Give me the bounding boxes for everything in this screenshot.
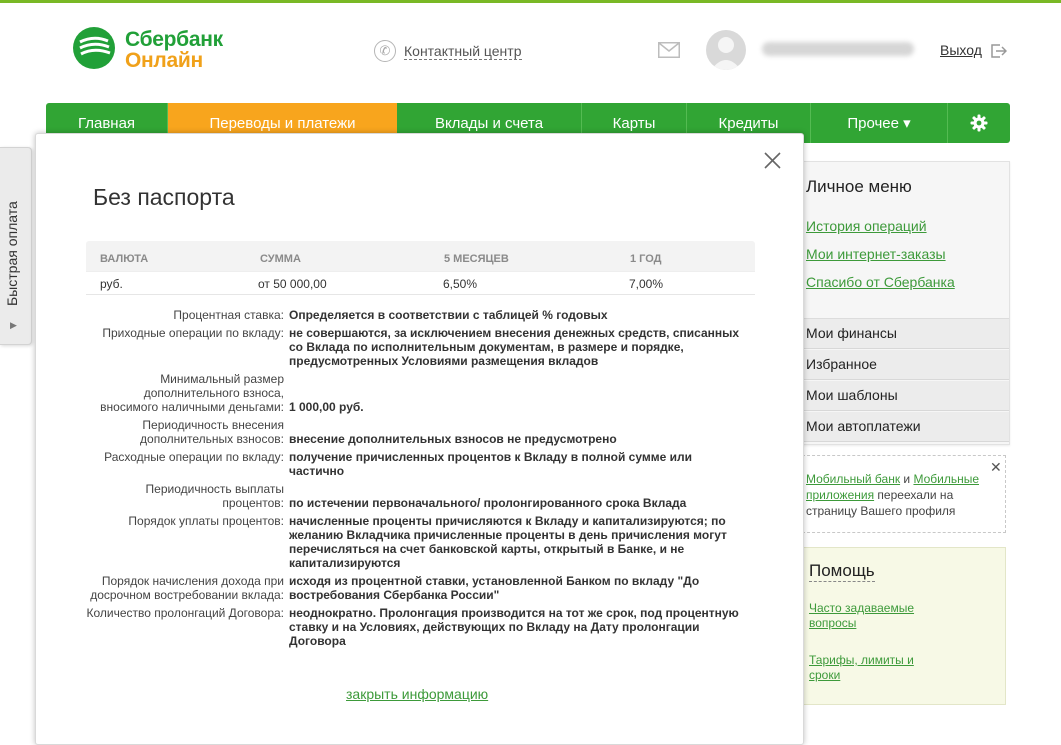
link-tariffs-limits[interactable]: Тарифы, лимиты и сроки — [809, 653, 914, 682]
close-icon[interactable]: ✕ — [990, 459, 1002, 475]
nav-tab-credits[interactable]: Кредиты — [687, 103, 811, 143]
param-value: не совершаются, за исключением внесения денежных средств, списанных со Вклада по исполнительным документам, в размере и порядке, предусмотренных Условиями размещения вкладов — [289, 326, 740, 368]
gear-icon — [970, 114, 988, 132]
top-accent-bar — [0, 0, 1061, 3]
param-label: Периодичность внесения дополнительных взносов: — [140, 418, 284, 446]
cell-currency: руб. — [100, 277, 123, 291]
param-label: Количество пролонгаций Договора: — [86, 606, 284, 620]
column-header-currency: ВАЛЮТА — [100, 253, 149, 265]
link-mobile-bank[interactable]: Мобильный банк — [806, 472, 901, 486]
column-header-amount: СУММА — [260, 253, 301, 265]
param-value: неоднократно. Пролонгация производится на тот же срок, под процентную ставку и на Условиях, действующих по Вкладу на Дату пролонгации Договора — [289, 606, 739, 648]
nav-tab-deposits-accounts[interactable]: Вклады и счета — [397, 103, 582, 143]
deposit-info-modal — [35, 133, 804, 745]
link-spasibo[interactable]: Спасибо от Сбербанка — [806, 274, 955, 290]
mail-icon[interactable] — [658, 42, 680, 58]
link-operation-history[interactable]: История операций — [806, 218, 927, 234]
user-silhouette-icon — [706, 30, 746, 70]
nav-tab-transfers-payments[interactable]: Переводы и платежи — [168, 103, 397, 143]
param-outgoing-operations — [86, 450, 755, 478]
menu-section-my-templates[interactable]: Мои шаблоны — [803, 381, 1009, 411]
close-info-link[interactable]: закрыть информацию — [346, 686, 489, 702]
cell-rate-1-year: 7,00% — [629, 277, 664, 291]
param-label: Минимальный размер дополнительного взноса, вносимого наличными деньгами: — [100, 372, 284, 414]
settings-gear-icon[interactable] — [948, 103, 1010, 143]
cell-amount: от 50 000,00 — [258, 277, 327, 291]
param-additional-deposit-frequency — [86, 418, 755, 446]
param-value: Определяется в соответствии с таблицей % годовых — [289, 308, 608, 322]
logo-text-sberbank: Сбербанк — [125, 28, 223, 51]
notice-text: Мобильный банк и Мобильные приложения переехали на страницу Вашего профиля — [806, 472, 980, 518]
sberbank-logo[interactable] — [72, 26, 232, 72]
rates-table-header — [86, 241, 755, 271]
param-value: по истечении первоначального/ пролонгированного срока Вклада — [289, 496, 687, 510]
logout-link[interactable]: Выход — [940, 42, 982, 58]
param-interest-payment-order — [86, 514, 755, 570]
user-avatar[interactable] — [706, 30, 746, 70]
param-interest-payment-frequency — [86, 482, 755, 510]
param-value: начисленные проценты причисляются к Вкладу и капитализируются; по желанию Вкладчика причисленные проценты в день причисления могут перечисляться на счет банковской карты, открытый в Банке, и не капитализируются — [289, 514, 727, 570]
chevron-right-icon: ▶ — [10, 320, 17, 330]
cell-rate-5-months: 6,50% — [443, 277, 478, 291]
menu-section-my-finances[interactable]: Мои финансы — [803, 319, 1009, 349]
menu-section-favorites[interactable]: Избранное — [803, 350, 1009, 380]
user-name[interactable] — [762, 42, 914, 56]
personal-menu — [802, 161, 1010, 445]
logout-icon[interactable] — [991, 44, 1007, 58]
contact-center-label: Контактный центр — [404, 42, 522, 59]
close-icon[interactable] — [764, 152, 781, 169]
help-panel — [802, 547, 1006, 705]
nav-tab-home[interactable]: Главная — [46, 103, 168, 143]
param-interest-rate — [86, 308, 755, 322]
phone-icon: ✆ — [374, 40, 396, 62]
link-mobile-apps[interactable]: Мобильные приложения — [806, 472, 980, 502]
nav-tab-other[interactable]: Прочее ▾ — [811, 103, 948, 143]
param-min-additional-deposit — [86, 372, 755, 414]
quick-payment-tab[interactable] — [0, 147, 32, 345]
column-header-1-year: 1 ГОД — [630, 253, 662, 265]
param-value: исходя из процентной ставки, установленной Банком по вкладу "До востребования Сбербанка России" — [289, 574, 700, 602]
param-label: Расходные операции по вкладу: — [104, 450, 284, 464]
sberbank-logo-icon — [72, 26, 116, 70]
link-faq[interactable]: Часто задаваемые вопросы — [809, 601, 915, 630]
param-label: Приходные операции по вкладу: — [102, 326, 284, 340]
menu-section-my-autopayments[interactable]: Мои автоплатежи — [803, 412, 1009, 442]
param-label: Порядок уплаты процентов: — [128, 514, 284, 528]
param-value: получение причисленных процентов к Вкладу в полной сумме или частично — [289, 450, 692, 478]
logo-text-online: Онлайн — [125, 49, 203, 72]
param-early-withdrawal-income — [86, 574, 755, 602]
column-header-5-months: 5 МЕСЯЦЕВ — [444, 253, 509, 265]
mobile-apps-notice — [802, 455, 1006, 533]
param-value: внесение дополнительных взносов не предусмотрено — [289, 432, 617, 446]
deposit-parameters — [86, 308, 755, 652]
nav-tab-cards[interactable]: Карты — [582, 103, 687, 143]
link-internet-orders[interactable]: Мои интернет-заказы — [806, 246, 946, 262]
param-label: Процентная ставка: — [173, 308, 284, 322]
help-title[interactable]: Помощь — [809, 561, 875, 580]
quick-payment-label: Быстрая оплата — [4, 201, 20, 306]
personal-menu-title: Личное меню — [806, 177, 912, 196]
param-label: Порядок начисления дохода при досрочном востребовании вклада: — [90, 574, 284, 602]
param-prolongation-count — [86, 606, 755, 648]
modal-title: Без паспорта — [93, 184, 235, 210]
table-row — [86, 271, 755, 295]
param-label: Периодичность выплаты процентов: — [145, 482, 284, 510]
rates-table — [86, 241, 755, 293]
contact-center-link[interactable] — [374, 39, 522, 63]
param-incoming-operations — [86, 326, 755, 368]
param-value: 1 000,00 руб. — [289, 400, 364, 414]
